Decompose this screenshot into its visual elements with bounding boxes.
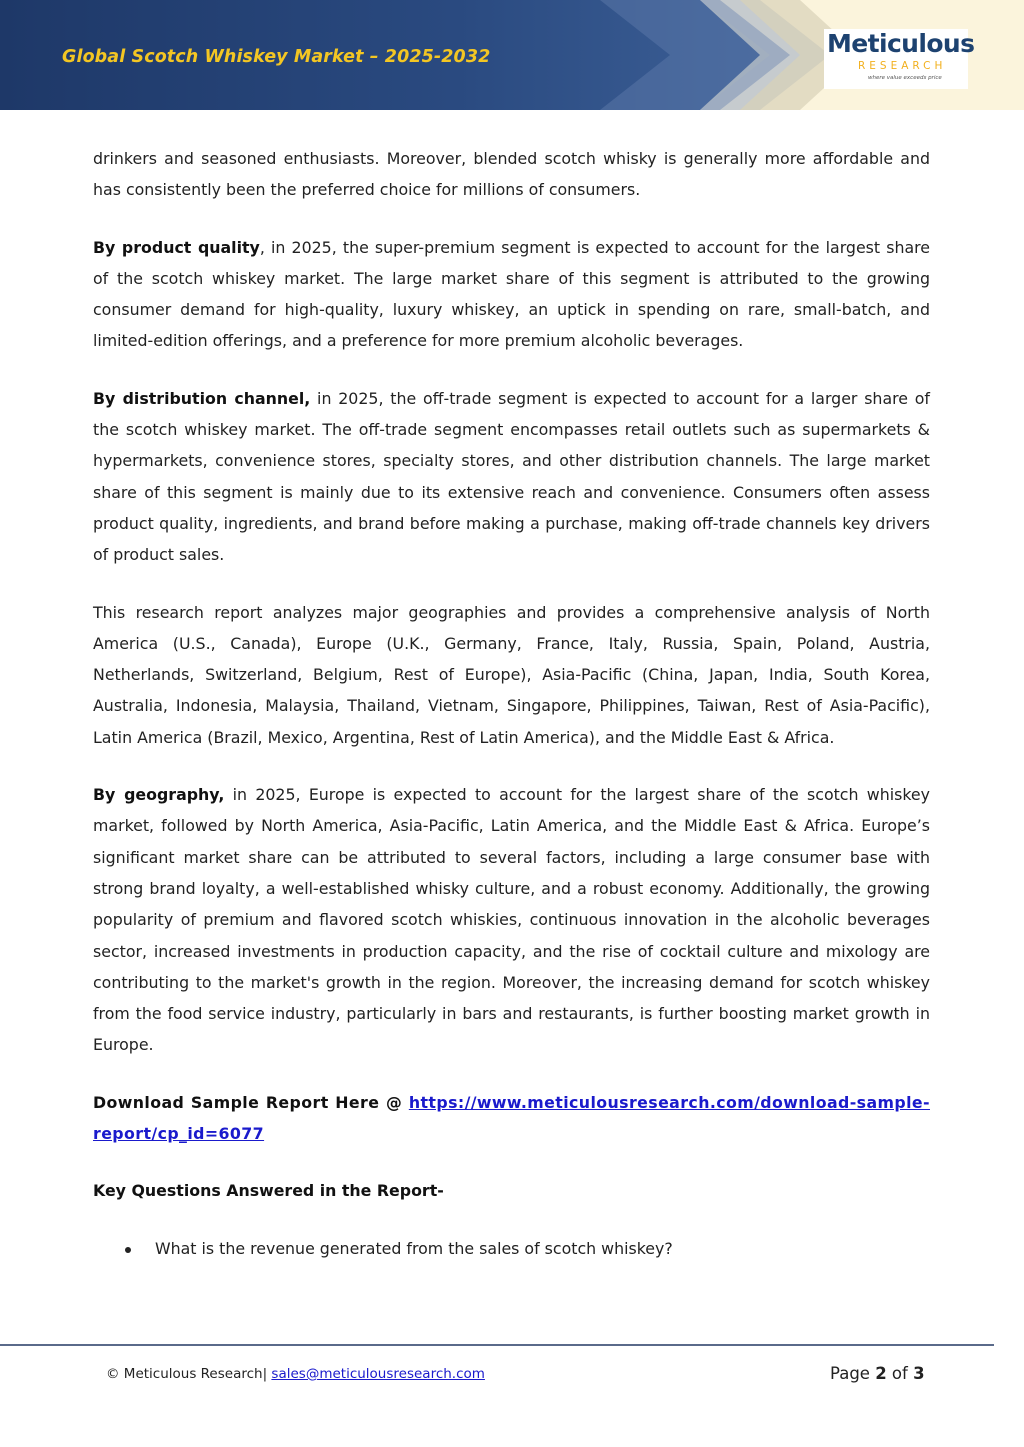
list-item-text: What is the revenue generated from the sales of scotch whiskey? (155, 1238, 673, 1258)
header-banner (0, 0, 1024, 110)
logo-tagline: where value exceeds price (868, 75, 942, 81)
key-questions-heading (93, 1175, 930, 1206)
key-questions-list (93, 1233, 930, 1264)
document-body (93, 143, 930, 1264)
product-quality-lead: By product quality (93, 237, 260, 257)
paragraph-geography (93, 779, 930, 1061)
footer-email-link[interactable]: sales@meticulousresearch.com (271, 1366, 485, 1382)
paragraph-geographies: This research report analyzes major geographies and provides a comprehensive analysis of North America (U.S., Canada), Europe (U.K., Germany, France, Italy, Russia, Spain, Poland, Austria, Netherlands, Switzerland, Belgium, Rest of Europe), Asia-Pacific (China, Japan, India, South Korea, Australia, Indonesia, Malaysia, Thailand, Vietnam, Singapore, Philippines, Taiwan, Rest of Asia-Pacific), Latin America (Brazil, Mexico, Argentina, Rest of Latin America), and the Middle East & Africa. (93, 602, 930, 747)
footer-divider (0, 1344, 994, 1346)
page-current: 2 (875, 1364, 887, 1383)
logo-subtitle: RESEARCH (858, 60, 947, 72)
geography-text: in 2025, Europe is expected to account for the largest share of the scotch whiskey market, followed by North America, Asia-Pacific, Latin America, and the Middle East & Africa. Europe’s significant market share can be attributed to several factors, including a large consumer base with strong brand loyalty, a well-established whisky culture, and a robust economy. Additionally, the growing popularity of premium and flavored scotch whiskies, continuous innovation in the alcoholic beverages sector, increased investments in production capacity, and the rise of cocktail culture and mixology are contributing to the market's growth in the region. Moreover, the increasing demand for scotch whiskey from the food service industry, particularly in bars and restaurants, is further boosting market growth in Europe. (93, 785, 930, 1055)
paragraph-product-quality (93, 232, 930, 357)
download-sample-link[interactable]: https://www.meticulousresearch.com/download-sample-report/cp_id=6077 (93, 1092, 930, 1144)
page-total: 3 (913, 1364, 925, 1383)
page-prefix: Page (830, 1364, 876, 1383)
copyright-text: © Meticulous Research| (106, 1366, 272, 1382)
product-quality-text: , in 2025, the super-premium segment is expected to account for the largest share of the scotch whiskey market. The large market share of this segment is attributed to the growing consumer demand for high-quality, luxury whiskey, an uptick in spending on rare, small-batch, and limited-edition offerings, and a preference for more premium alcoholic beverages. (93, 237, 930, 351)
distribution-channel-text: in 2025, the off-trade segment is expected to account for a larger share of the scotch whiskey market. The off-trade segment encompasses retail outlets such as supermarkets & hypermarkets, convenience stores, specialty stores, and other distribution channels. The large market share of this segment is mainly due to its extensive reach and convenience. Consumers often assess product quality, ingredients, and brand before making a purchase, making off-trade channels key drivers of product sales. (93, 388, 930, 565)
list-item (93, 1233, 930, 1264)
footer-copyright (106, 1366, 485, 1382)
page-number (830, 1364, 925, 1383)
download-label: Download Sample Report Here @ (93, 1092, 409, 1112)
distribution-channel-lead: By distribution channel, (93, 388, 311, 408)
report-title: Global Scotch Whiskey Market – 2025-2032 (62, 47, 491, 67)
paragraph-intro-continued: drinkers and seasoned enthusiasts. Moreover, blended scotch whisky is generally more affordable and has consistently been the preferred choice for millions of consumers. (93, 149, 930, 200)
company-logo (824, 29, 975, 89)
bullet-icon (125, 1247, 131, 1253)
download-sample-line (93, 1087, 930, 1150)
page-mid: of (886, 1364, 914, 1383)
geography-lead: By geography, (93, 785, 225, 805)
key-questions-heading-text: Key Questions Answered in the Report- (93, 1181, 444, 1201)
paragraph-distribution-channel (93, 383, 930, 571)
logo-wordmark: Meticulous (827, 29, 975, 58)
